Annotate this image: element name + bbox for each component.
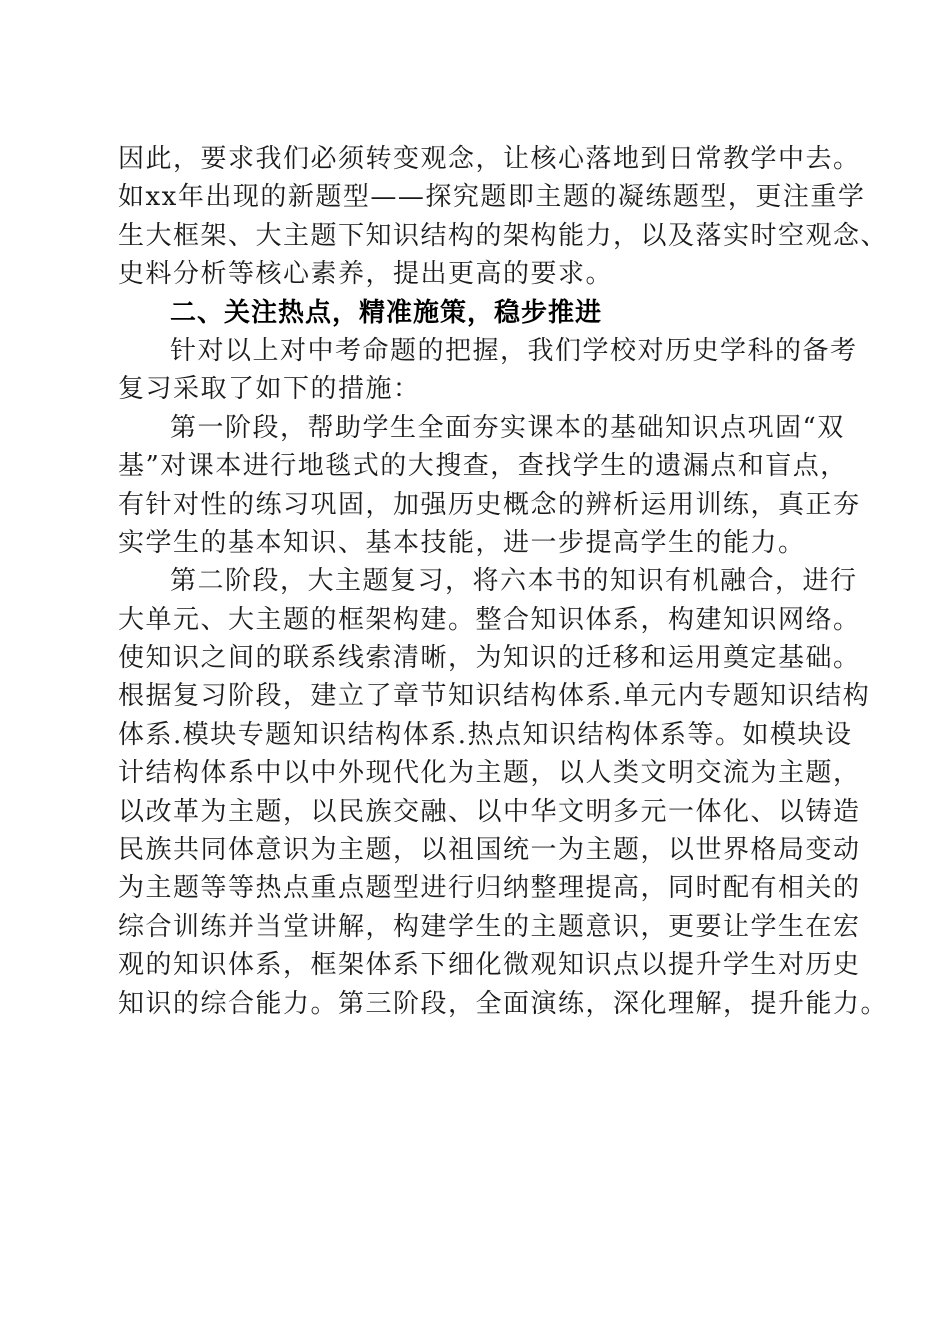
- text-line: 以改革为主题，以民族交融、以中华文明多元一体化、以铸造: [118, 796, 861, 827]
- text-line: 复习采取了如下的措施：: [118, 374, 421, 405]
- text-line: 观的知识体系，框架体系下细化微观知识点以提升学生对历史: [118, 950, 861, 981]
- text-line: 基”对课本进行地毯式的大搜查，查找学生的遗漏点和盲点，: [118, 451, 848, 482]
- text-line: 计结构体系中以中外现代化为主题，以人类文明交流为主题，: [118, 758, 861, 789]
- text-line: 有针对性的练习巩固，加强历史概念的辨析运用训练，真正夯: [118, 489, 861, 520]
- text-line: 第一阶段，帮助学生全面夯实课本的基础知识点巩固“双: [170, 412, 845, 443]
- text-line: 为主题等等热点重点题型进行归纳整理提高，同时配有相关的: [118, 873, 861, 904]
- text-line: 使知识之间的联系线索清晰，为知识的迁移和运用奠定基础。: [118, 643, 861, 674]
- text-line: 知识的综合能力。第三阶段，全面演练，深化理解，提升能力。: [118, 988, 889, 1019]
- text-line: 因此，要求我们必须转变观念，让核心落地到日常教学中去。: [118, 144, 861, 174]
- text-line: 根据复习阶段，建立了章节知识结构体系.单元内专题知识结构: [118, 681, 871, 712]
- text-line: 大单元、大主题的框架构建。整合知识体系，构建知识网络。: [118, 604, 861, 635]
- text-line: 实学生的基本知识、基本技能，进一步提高学生的能力。: [118, 527, 806, 558]
- text-line: 生大框架、大主题下知识结构的架构能力，以及落实时空观念、: [118, 220, 889, 251]
- text-line: 针对以上对中考命题的把握，我们学校对历史学科的备考: [170, 335, 858, 366]
- text-line: 如xx年出现的新题型——探究题即主题的凝练题型，更注重学: [118, 182, 866, 213]
- section-heading: 二、关注热点，精准施策，稳步推进: [170, 297, 603, 328]
- text-line: 第二阶段，大主题复习，将六本书的知识有机融合，进行: [170, 566, 858, 597]
- text-line: 民族共同体意识为主题，以祖国统一为主题，以世界格局变动: [118, 835, 861, 866]
- document-body: [118, 140, 889, 1023]
- text-line: 综合训练并当堂讲解，构建学生的主题意识，更要让学生在宏: [118, 911, 861, 942]
- text-line: 体系.模块专题知识结构体系.热点知识结构体系等。如模块设: [118, 719, 853, 750]
- text-line: 史料分析等核心素养，提出更高的要求。: [118, 259, 614, 290]
